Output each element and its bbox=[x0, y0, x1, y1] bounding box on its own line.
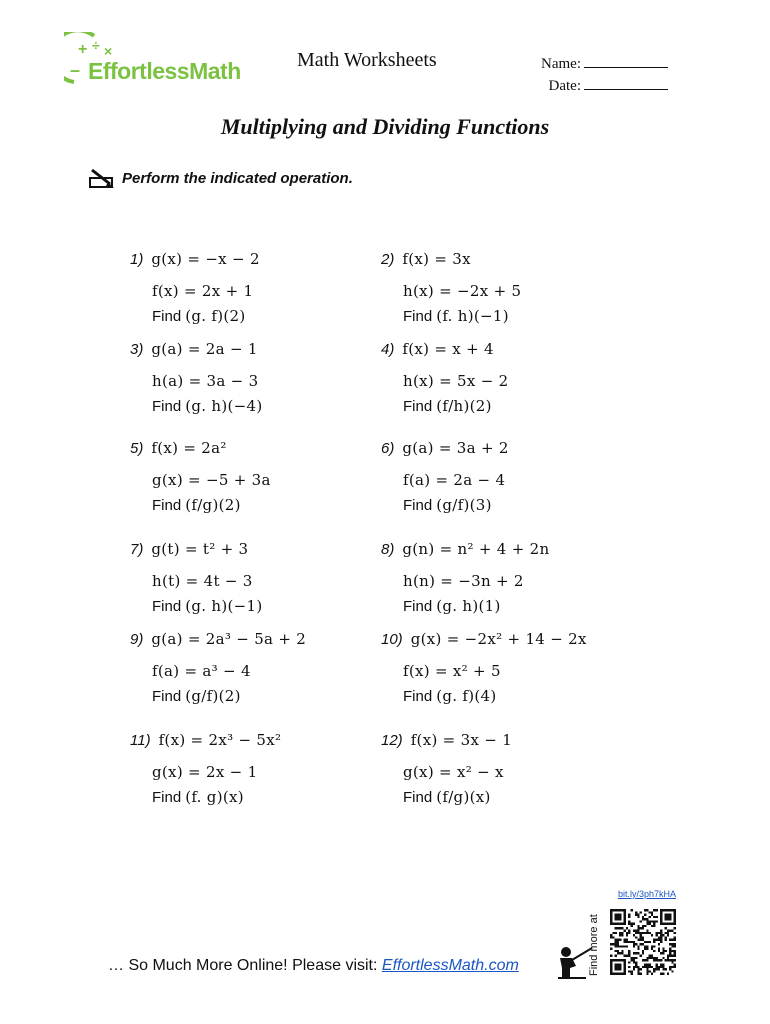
find-label: Find bbox=[403, 398, 433, 415]
problem-second-function: g(x) = x² − x bbox=[403, 763, 504, 781]
problem-first-function: g(a) = 2a³ − 5a + 2 bbox=[151, 630, 307, 648]
problem-first-function: f(x) = 2x³ − 5x² bbox=[158, 731, 282, 749]
svg-text:×: × bbox=[104, 43, 113, 59]
problem-second-function: h(x) = 5x − 2 bbox=[403, 372, 509, 390]
problem-first-function: f(x) = 2a² bbox=[151, 439, 227, 457]
problem-first-function: f(x) = x + 4 bbox=[402, 340, 494, 358]
problem-first-function: f(x) = 3x − 1 bbox=[410, 731, 513, 749]
problem-first-function: g(a) = 2a − 1 bbox=[151, 340, 258, 358]
problem-number: 7) bbox=[130, 541, 144, 558]
pencil-icon bbox=[88, 166, 116, 190]
problem-number: 5) bbox=[130, 440, 144, 457]
problem-first-function: g(t) = t² + 3 bbox=[151, 540, 249, 558]
find-more-label: Find more at bbox=[588, 914, 600, 976]
instructions: Perform the indicated operation. bbox=[122, 170, 353, 187]
find-label: Find bbox=[152, 497, 182, 514]
svg-text:–: – bbox=[70, 60, 81, 80]
problem-operation: (g. h)(−4) bbox=[185, 397, 263, 415]
problem-first-function: g(x) = −2x² + 14 − 2x bbox=[410, 630, 587, 648]
date-field[interactable] bbox=[520, 76, 668, 95]
footer-message: … So Much More Online! Please visit: bbox=[108, 957, 382, 974]
name-field[interactable] bbox=[520, 54, 668, 73]
footer-link[interactable]: EffortlessMath.com bbox=[381, 957, 519, 974]
problem-number: 11) bbox=[130, 732, 151, 749]
problem-second-function: f(a) = a³ − 4 bbox=[152, 662, 251, 680]
problem-number: 3) bbox=[130, 341, 144, 358]
problem-second-function: f(a) = 2a − 4 bbox=[403, 471, 506, 489]
problem-operation: (g. h)(1) bbox=[436, 597, 501, 615]
worksheet-title: Multiplying and Dividing Functions bbox=[220, 114, 550, 139]
problem-number: 1) bbox=[130, 251, 144, 268]
footer-text bbox=[108, 957, 519, 975]
problem-number: 2) bbox=[381, 251, 395, 268]
qr-code-icon[interactable] bbox=[610, 908, 676, 976]
problem-number: 12) bbox=[381, 732, 403, 749]
svg-text:+: + bbox=[78, 41, 88, 58]
find-label: Find bbox=[152, 688, 182, 705]
problem-operation: (f. h)(−1) bbox=[436, 307, 509, 325]
problem-first-function: g(a) = 3a + 2 bbox=[402, 439, 509, 457]
name-line[interactable] bbox=[584, 54, 668, 68]
problem-operation: (f. g)(x) bbox=[185, 788, 244, 806]
problem-operation: (g. h)(−1) bbox=[185, 597, 263, 615]
problem-second-function: h(n) = −3n + 2 bbox=[403, 572, 524, 590]
find-label: Find bbox=[403, 308, 433, 325]
problem-second-function: f(x) = 2x + 1 bbox=[152, 282, 254, 300]
problem-operation: (g/f)(2) bbox=[185, 687, 241, 705]
find-label: Find bbox=[152, 598, 182, 615]
problem-operation: (g. f)(4) bbox=[436, 687, 497, 705]
find-label: Find bbox=[403, 598, 433, 615]
problem-second-function: h(x) = −2x + 5 bbox=[403, 282, 522, 300]
name-label: Name: bbox=[541, 56, 581, 72]
problem-second-function: h(a) = 3a − 3 bbox=[152, 372, 259, 390]
problem-number: 6) bbox=[381, 440, 395, 457]
logo-text: EffortlessMath bbox=[88, 58, 241, 84]
svg-text:÷: ÷ bbox=[92, 37, 100, 53]
problem-first-function: g(n) = n² + 4 + 2n bbox=[402, 540, 550, 558]
problem-first-function: f(x) = 3x bbox=[402, 250, 471, 268]
find-label: Find bbox=[152, 398, 182, 415]
problem-second-function: g(x) = 2x − 1 bbox=[152, 763, 258, 781]
date-label: Date: bbox=[548, 78, 581, 94]
problem-operation: (f/g)(2) bbox=[185, 496, 241, 514]
problem-second-function: f(x) = x² + 5 bbox=[403, 662, 501, 680]
problem-operation: (g. f)(2) bbox=[185, 307, 246, 325]
find-label: Find bbox=[403, 789, 433, 806]
find-label: Find bbox=[403, 688, 433, 705]
problem-first-function: g(x) = −x − 2 bbox=[151, 250, 260, 268]
find-label: Find bbox=[403, 497, 433, 514]
short-link[interactable]: bit.ly/3ph7kHA bbox=[617, 889, 676, 899]
date-line[interactable] bbox=[584, 76, 668, 90]
problem-number: 8) bbox=[381, 541, 395, 558]
problem-operation: (f/h)(2) bbox=[436, 397, 492, 415]
header-title: Math Worksheets bbox=[297, 49, 437, 71]
problem-number: 4) bbox=[381, 341, 395, 358]
problem-operation: (f/g)(x) bbox=[436, 788, 491, 806]
problem-second-function: h(t) = 4t − 3 bbox=[152, 572, 253, 590]
find-label: Find bbox=[152, 308, 182, 325]
problem-number: 9) bbox=[130, 631, 144, 648]
find-label: Find bbox=[152, 789, 182, 806]
problem-operation: (g/f)(3) bbox=[436, 496, 492, 514]
problem-second-function: g(x) = −5 + 3a bbox=[152, 471, 271, 489]
problem-number: 10) bbox=[381, 631, 403, 648]
